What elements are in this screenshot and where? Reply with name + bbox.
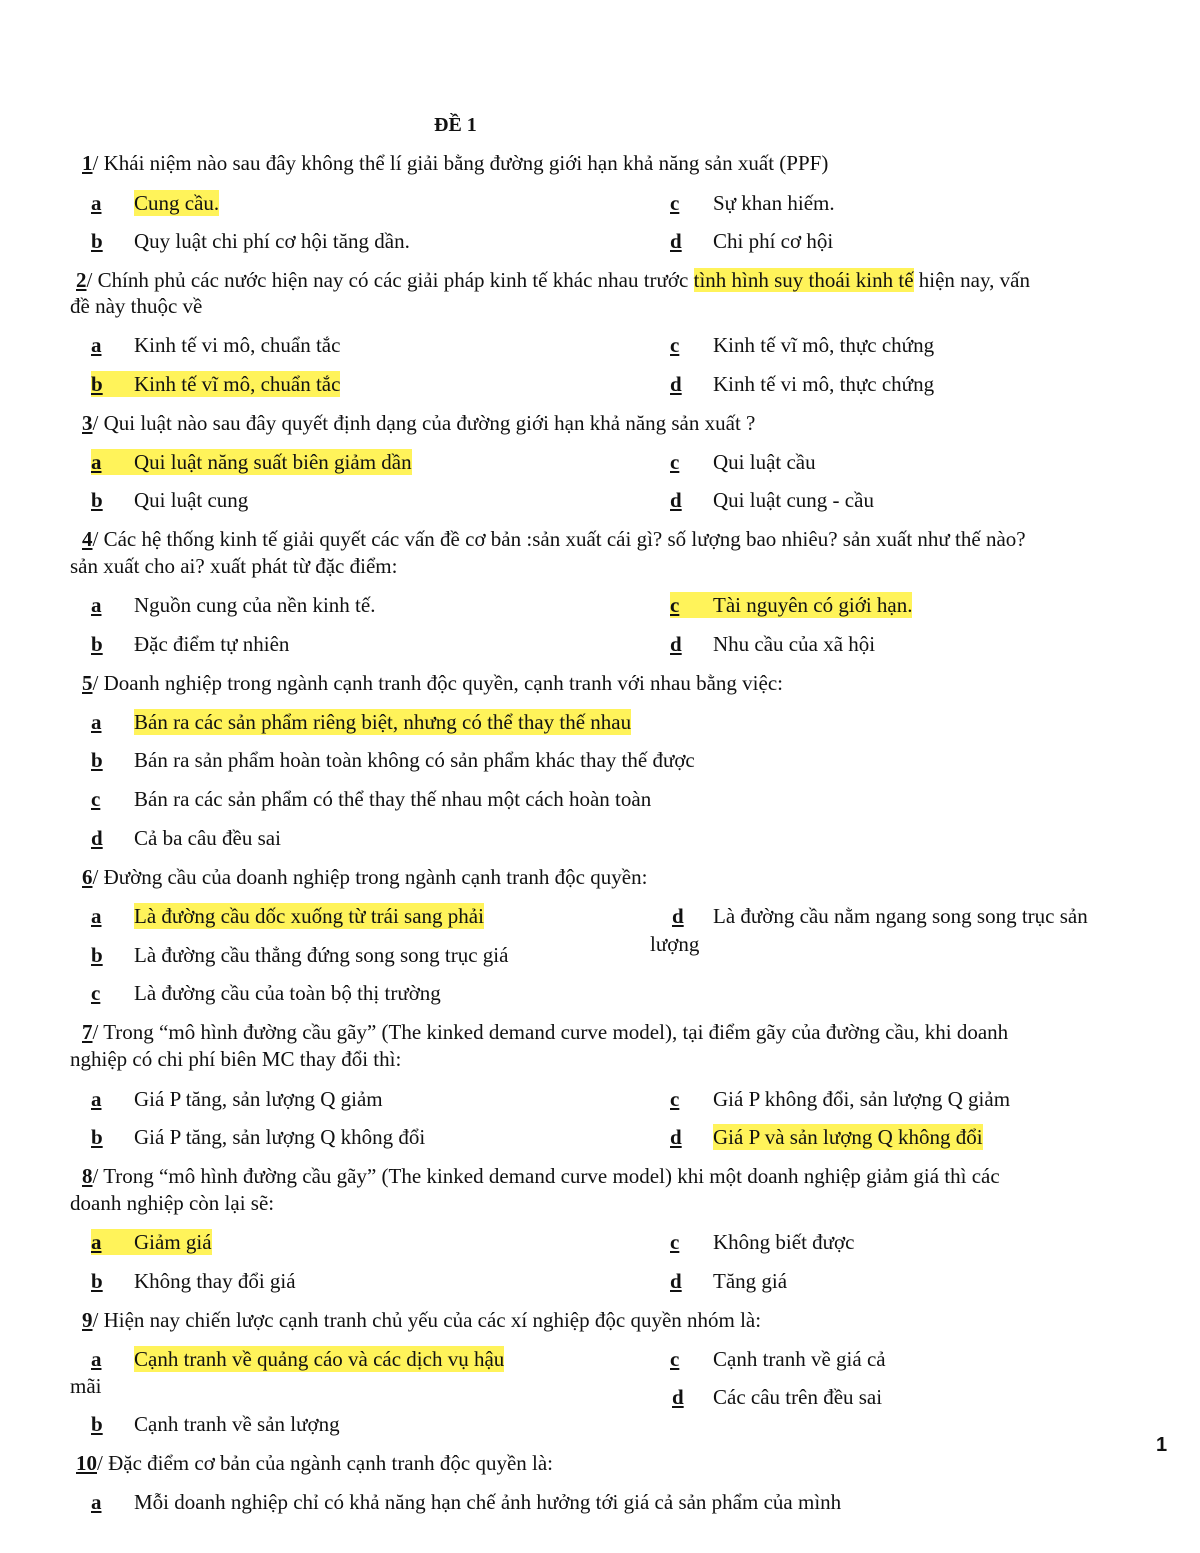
question-number: 1 bbox=[82, 151, 93, 175]
option-letter-a: a bbox=[91, 710, 102, 734]
question-text: / Đường cầu của doanh nghiệp trong ngành cạnh tranh độc quyền: bbox=[92, 865, 648, 889]
option-letter-d: d bbox=[670, 632, 682, 656]
option-d: Các câu trên đều sai bbox=[713, 1385, 883, 1409]
question-6 bbox=[82, 864, 647, 890]
option-d: Cả ba câu đều sai bbox=[134, 826, 281, 850]
option-letter-c: c bbox=[670, 333, 680, 357]
option-letter-a: a bbox=[91, 1087, 102, 1111]
option-c: Bán ra các sản phẩm có thể thay thế nhau một cách hoàn toàn bbox=[134, 787, 652, 811]
option-c: Giá P không đổi, sản lượng Q giảm bbox=[713, 1087, 1011, 1111]
question-10 bbox=[76, 1450, 553, 1476]
option-d: Nhu cầu của xã hội bbox=[713, 632, 876, 656]
option-a: Cung cầu. bbox=[134, 191, 220, 215]
option-b: Là đường cầu thẳng đứng song song trục giá bbox=[134, 943, 509, 967]
option-a-line-2: mãi bbox=[70, 1374, 102, 1398]
option-letter-b: b bbox=[91, 488, 103, 512]
question-text: / Hiện nay chiến lược cạnh tranh chủ yếu của các xí nghiệp độc quyền nhóm là: bbox=[92, 1308, 762, 1332]
option-a: Giá P tăng, sản lượng Q giảm bbox=[134, 1087, 383, 1111]
option-c: Cạnh tranh về giá cả bbox=[713, 1347, 886, 1371]
option-letter-d: d bbox=[670, 229, 682, 253]
option-a: Kinh tế vi mô, chuẩn tắc bbox=[134, 333, 341, 357]
option-a: Giảm giá bbox=[111, 1229, 212, 1255]
option-letter-b: b bbox=[91, 748, 103, 772]
highlighted-text: tình hình suy thoái kinh tế bbox=[693, 268, 914, 292]
question-number: 6 bbox=[82, 865, 93, 889]
option-letter-c: c bbox=[670, 1347, 680, 1371]
question-number: 3 bbox=[82, 411, 93, 435]
option-letter-a: a bbox=[91, 333, 102, 357]
question-text: / Đặc điểm cơ bản của ngành cạnh tranh độc quyền là: bbox=[97, 1451, 554, 1475]
option-letter-b: b bbox=[91, 229, 103, 253]
question-text: / Qui luật nào sau đây quyết định dạng của đường giới hạn khả năng sản xuất ? bbox=[92, 411, 756, 435]
option-b: Đặc điểm tự nhiên bbox=[134, 632, 290, 656]
question-number: 10 bbox=[76, 1451, 97, 1475]
option-letter-b: b bbox=[91, 1269, 103, 1293]
option-letter-d: d bbox=[670, 488, 682, 512]
question-7 bbox=[82, 1019, 1008, 1045]
option-letter-a: a bbox=[91, 1229, 111, 1255]
option-letter-a: a bbox=[91, 593, 102, 617]
question-7-line-2: nghiệp có chi phí biên MC thay đổi thì: bbox=[70, 1047, 402, 1071]
option-letter-a: a bbox=[91, 191, 102, 215]
option-c: Kinh tế vĩ mô, thực chứng bbox=[713, 333, 935, 357]
option-letter-a: a bbox=[91, 449, 111, 475]
option-letter-d: d bbox=[670, 1269, 682, 1293]
question-text: / Trong “mô hình đường cầu gãy” (The kinked demand curve model), tại điểm gãy của đường cầu, khi doanh bbox=[92, 1020, 1009, 1044]
question-8 bbox=[82, 1163, 1000, 1189]
option-letter-d: d bbox=[670, 1125, 682, 1149]
question-text: / Trong “mô hình đường cầu gãy” (The kinked demand curve model) khi một doanh nghiệp giảm giá thì các bbox=[92, 1164, 1000, 1188]
question-number: 2 bbox=[76, 268, 87, 292]
question-text-tail: hiện nay, vấn bbox=[913, 268, 1030, 292]
question-text: / Doanh nghiệp trong ngành cạnh tranh độc quyền, cạnh tranh với nhau bằng việc: bbox=[92, 671, 783, 695]
page-title: ĐỀ 1 bbox=[434, 114, 477, 136]
option-letter-d: d bbox=[670, 372, 682, 396]
option-letter-c: c bbox=[670, 450, 680, 474]
option-d: Là đường cầu nằm ngang song song trục sản bbox=[713, 904, 1088, 928]
option-letter-c: c bbox=[670, 592, 690, 618]
option-c: Là đường cầu của toàn bộ thị trường bbox=[134, 981, 441, 1005]
option-letter-b: b bbox=[91, 1412, 103, 1436]
question-number: 7 bbox=[82, 1020, 93, 1044]
option-a: Mỗi doanh nghiệp chỉ có khả năng hạn chế ảnh hưởng tới giá cả sản phẩm của mình bbox=[134, 1490, 842, 1514]
question-9 bbox=[82, 1307, 761, 1333]
option-letter-c: c bbox=[670, 191, 680, 215]
question-4-line-2: sản xuất cho ai? xuất phát từ đặc điểm: bbox=[70, 554, 398, 578]
option-letter-d: d bbox=[672, 1385, 684, 1409]
option-letter-c: c bbox=[670, 1087, 680, 1111]
option-letter-a: a bbox=[91, 1490, 102, 1514]
option-b: Giá P tăng, sản lượng Q không đổi bbox=[134, 1125, 426, 1149]
option-d: Giá P và sản lượng Q không đổi bbox=[713, 1125, 983, 1149]
option-b: Kinh tế vĩ mô, chuẩn tắc bbox=[111, 371, 340, 397]
option-a: Bán ra các sản phẩm riêng biệt, nhưng có thể thay thế nhau bbox=[134, 710, 632, 734]
option-c: Qui luật cầu bbox=[713, 450, 816, 474]
option-d: Kinh tế vi mô, thực chứng bbox=[713, 372, 935, 396]
option-b: Không thay đổi giá bbox=[134, 1269, 296, 1293]
option-letter-b: b bbox=[91, 371, 111, 397]
option-letter-b: b bbox=[91, 1125, 103, 1149]
option-a: Qui luật năng suất biên giảm dần bbox=[111, 449, 412, 475]
option-d: Tăng giá bbox=[713, 1269, 788, 1293]
option-a: Là đường cầu dốc xuống từ trái sang phải bbox=[134, 904, 484, 928]
question-4 bbox=[82, 526, 1026, 552]
option-letter-c: c bbox=[91, 981, 101, 1005]
option-letter-c: c bbox=[670, 1230, 680, 1254]
option-d: Chi phí cơ hội bbox=[713, 229, 834, 253]
question-number: 4 bbox=[82, 527, 93, 551]
question-number: 5 bbox=[82, 671, 93, 695]
option-b: Bán ra sản phẩm hoàn toàn không có sản phẩm khác thay thế được bbox=[134, 748, 695, 772]
option-c: Không biết được bbox=[713, 1230, 855, 1254]
question-1 bbox=[82, 150, 828, 176]
option-c: Sự khan hiếm. bbox=[713, 191, 835, 215]
option-letter-a: a bbox=[91, 1347, 102, 1371]
option-b: Qui luật cung bbox=[134, 488, 249, 512]
question-text: / Chính phủ các nước hiện nay có các giải pháp kinh tế khác nhau trước bbox=[86, 268, 694, 292]
option-letter-b: b bbox=[91, 632, 103, 656]
question-text: / Khái niệm nào sau đây không thể lí giải bằng đường giới hạn khả năng sản xuất (PPF) bbox=[92, 151, 829, 175]
option-b: Quy luật chi phí cơ hội tăng dần. bbox=[134, 229, 410, 253]
option-a: Cạnh tranh về quảng cáo và các dịch vụ hậu bbox=[134, 1347, 505, 1371]
question-number: 8 bbox=[82, 1164, 93, 1188]
question-number: 9 bbox=[82, 1308, 93, 1332]
question-5 bbox=[82, 670, 783, 696]
option-letter-a: a bbox=[91, 904, 102, 928]
page-number: 1 bbox=[1156, 1434, 1168, 1456]
question-3 bbox=[82, 410, 755, 436]
option-c: Tài nguyên có giới hạn. bbox=[690, 592, 912, 618]
option-letter-b: b bbox=[91, 943, 103, 967]
question-text: / Các hệ thống kinh tế giải quyết các vấn đề cơ bản :sản xuất cái gì? số lượng bao nhiêu? sản xuất như thế nào? bbox=[92, 527, 1026, 551]
option-b: Cạnh tranh về sản lượng bbox=[134, 1412, 340, 1436]
option-letter-d: d bbox=[672, 904, 684, 928]
question-8-line-2: doanh nghiệp còn lại sẽ: bbox=[70, 1191, 275, 1215]
option-d-line-2: lượng bbox=[650, 932, 700, 956]
option-a: Nguồn cung của nền kinh tế. bbox=[134, 593, 376, 617]
question-2 bbox=[76, 267, 1030, 293]
option-letter-d: d bbox=[91, 826, 103, 850]
option-letter-c: c bbox=[91, 787, 101, 811]
question-2-line-2: đề này thuộc về bbox=[70, 294, 203, 318]
option-d: Qui luật cung - cầu bbox=[713, 488, 874, 512]
